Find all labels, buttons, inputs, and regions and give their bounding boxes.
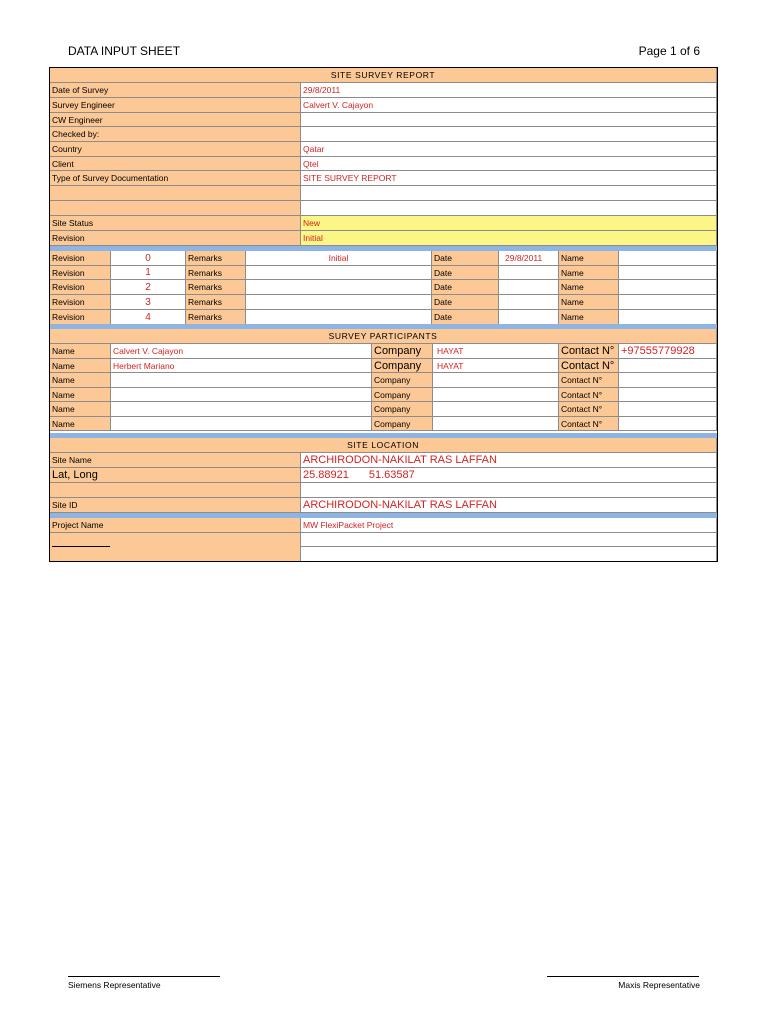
participant-contact-field[interactable]: +97555779928 (619, 344, 717, 359)
remarks-label: Remarks (186, 310, 246, 325)
participant-company-field[interactable]: HAYAT (433, 344, 559, 359)
company-label: Company (372, 344, 433, 359)
remarks-label: Remarks (186, 295, 246, 310)
company-label: Company (372, 417, 433, 431)
date-label: Date (432, 266, 499, 280)
page-number: Page 1 of 6 (638, 44, 700, 58)
field-row-revision (50, 231, 717, 246)
revision-row (50, 280, 717, 295)
revision-row (50, 251, 717, 266)
contact-label: Contact N° (559, 359, 619, 373)
field-label: Lat, Long (50, 468, 301, 483)
field-label: Client (50, 157, 301, 171)
revision-row (50, 295, 717, 310)
spacer-cell (50, 201, 301, 216)
underline-mark (52, 546, 110, 547)
document-title: DATA INPUT SHEET (68, 44, 181, 58)
revision-field[interactable]: Initial (301, 231, 717, 246)
revision-name-field[interactable] (619, 310, 717, 325)
company-label: Company (372, 402, 433, 417)
latitude-value: 25.88921 (303, 469, 349, 481)
revision-label: Revision (50, 295, 111, 310)
revision-date-field[interactable] (499, 266, 559, 280)
name-label: Name (559, 295, 619, 310)
project-name-field[interactable]: MW FlexiPacket Project (301, 518, 717, 533)
name-label: Name (50, 359, 111, 373)
participant-row (50, 417, 717, 431)
name-label: Name (559, 251, 619, 266)
survey-documentation-field[interactable]: SITE SURVEY REPORT (301, 171, 717, 186)
section-title: SURVEY PARTICIPANTS (50, 329, 717, 344)
revision-number: 3 (111, 295, 186, 310)
field-row-site-status (50, 216, 717, 231)
checked-by-field[interactable] (301, 127, 717, 142)
field-label: Checked by: (50, 127, 301, 142)
participant-row (50, 373, 717, 388)
project-extra-label (50, 533, 301, 561)
maxis-representative-label: Maxis Representative (618, 980, 700, 990)
cw-engineer-field[interactable] (301, 113, 717, 127)
field-row-survey-documentation (50, 171, 717, 186)
field-row-checked-by (50, 127, 717, 142)
name-label: Name (50, 373, 111, 388)
revision-date-field[interactable]: 29/8/2011 (499, 251, 559, 266)
longitude-value: 51.63587 (368, 469, 415, 481)
participant-name-field[interactable] (111, 388, 372, 402)
blank-label (50, 186, 301, 201)
participant-row (50, 388, 717, 402)
field-label: Type of Survey Documentation (50, 171, 301, 186)
participant-contact-field[interactable] (619, 373, 717, 388)
company-label: Company (372, 373, 433, 388)
revision-number: 2 (111, 280, 186, 295)
site-id-field[interactable]: ARCHIRODON-NAKILAT RAS LAFFAN (301, 498, 717, 513)
participant-row (50, 344, 717, 359)
field-row-country (50, 142, 717, 157)
revision-row (50, 310, 717, 325)
contact-label: Contact N° (559, 373, 619, 388)
revision-name-field[interactable] (619, 295, 717, 310)
revision-name-field[interactable] (619, 280, 717, 295)
field-label: Survey Engineer (50, 98, 301, 113)
section-title: SITE LOCATION (50, 438, 717, 453)
participant-name-field[interactable] (111, 373, 372, 388)
revision-label: Revision (50, 266, 111, 280)
revision-label: Revision (50, 251, 111, 266)
remarks-field[interactable] (246, 310, 432, 325)
company-label: Company (372, 359, 433, 373)
remarks-field[interactable]: Initial (246, 251, 432, 266)
field-label: Site Status (50, 216, 301, 231)
field-label: Site ID (50, 498, 301, 513)
company-label: Company (372, 388, 433, 402)
survey-engineer-field[interactable]: Calvert V. Cajayon (301, 98, 717, 113)
remarks-field[interactable] (246, 280, 432, 295)
siemens-signature-line (68, 976, 220, 977)
site-location-header (50, 438, 717, 453)
field-label: Revision (50, 231, 301, 246)
name-label: Name (50, 388, 111, 402)
field-row-site-id (50, 498, 717, 513)
site-status-field[interactable]: New (301, 216, 717, 231)
field-row-date-of-survey (50, 83, 717, 98)
project-extra-field[interactable] (301, 533, 717, 547)
contact-label: Contact N° (559, 417, 619, 431)
field-row-spacer (50, 201, 717, 216)
siemens-representative-label: Siemens Representative (68, 980, 161, 990)
participant-contact-field[interactable] (619, 402, 717, 417)
data-input-sheet (49, 67, 718, 562)
participant-contact-field[interactable] (619, 359, 717, 373)
participant-company-field[interactable] (433, 402, 559, 417)
revision-number: 1 (111, 266, 186, 280)
revision-name-field[interactable] (619, 266, 717, 280)
spacer-cell (301, 201, 717, 216)
client-field[interactable]: Qtel (301, 157, 717, 171)
name-label: Name (559, 266, 619, 280)
remarks-label: Remarks (186, 251, 246, 266)
spacer-cell (50, 483, 301, 498)
remarks-field[interactable] (246, 266, 432, 280)
field-row-spacer (50, 483, 717, 498)
participant-row (50, 402, 717, 417)
participant-row (50, 359, 717, 373)
remarks-label: Remarks (186, 280, 246, 295)
revision-row (50, 266, 717, 280)
revision-date-field[interactable] (499, 310, 559, 325)
field-row-blank (50, 186, 717, 201)
section-title: SITE SURVEY REPORT (50, 68, 717, 83)
site-survey-report-header (50, 68, 717, 83)
lat-long-field[interactable] (301, 468, 717, 483)
participant-company-field[interactable] (433, 373, 559, 388)
revision-label: Revision (50, 310, 111, 325)
date-label: Date (432, 295, 499, 310)
survey-participants-header (50, 329, 717, 344)
contact-label: Contact N° (559, 344, 619, 359)
field-row-survey-engineer (50, 98, 717, 113)
revision-date-field[interactable] (499, 295, 559, 310)
revision-number: 0 (111, 251, 186, 266)
participant-company-field[interactable] (433, 417, 559, 431)
revision-date-field[interactable] (499, 280, 559, 295)
field-row-lat-long (50, 468, 717, 483)
revision-label: Revision (50, 280, 111, 295)
participant-contact-field[interactable] (619, 417, 717, 431)
date-label: Date (432, 280, 499, 295)
participant-company-field[interactable]: HAYAT (433, 359, 559, 373)
field-label: CW Engineer (50, 113, 301, 127)
field-label: Project Name (50, 518, 301, 533)
participant-name-field[interactable]: Calvert V. Cajayon (111, 344, 372, 359)
name-label: Name (559, 310, 619, 325)
field-label: Site Name (50, 453, 301, 468)
field-row-project-name (50, 518, 717, 533)
contact-label: Contact N° (559, 402, 619, 417)
contact-label: Contact N° (559, 388, 619, 402)
spacer-cell (301, 483, 717, 498)
revision-name-field[interactable] (619, 251, 717, 266)
name-label: Name (50, 417, 111, 431)
date-label: Date (432, 251, 499, 266)
date-label: Date (432, 310, 499, 325)
participant-name-field[interactable]: Herbert Mariano (111, 359, 372, 373)
date-of-survey-field[interactable]: 29/8/2011 (301, 83, 717, 98)
field-row-cw-engineer (50, 113, 717, 127)
participant-name-field[interactable] (111, 402, 372, 417)
field-row-project-extra (50, 533, 717, 561)
project-extra-field[interactable] (301, 547, 717, 561)
revision-number: 4 (111, 310, 186, 325)
participant-company-field[interactable] (433, 388, 559, 402)
field-row-site-name (50, 453, 717, 468)
field-label: Date of Survey (50, 83, 301, 98)
name-label: Name (50, 344, 111, 359)
participant-name-field[interactable] (111, 417, 372, 431)
maxis-signature-line (547, 976, 699, 977)
name-label: Name (559, 280, 619, 295)
blank-field[interactable] (301, 186, 717, 201)
country-field[interactable]: Qatar (301, 142, 717, 157)
participant-contact-field[interactable] (619, 388, 717, 402)
remarks-field[interactable] (246, 295, 432, 310)
name-label: Name (50, 402, 111, 417)
remarks-label: Remarks (186, 266, 246, 280)
field-row-client (50, 157, 717, 171)
field-label: Country (50, 142, 301, 157)
site-name-field[interactable]: ARCHIRODON-NAKILAT RAS LAFFAN (301, 453, 717, 468)
